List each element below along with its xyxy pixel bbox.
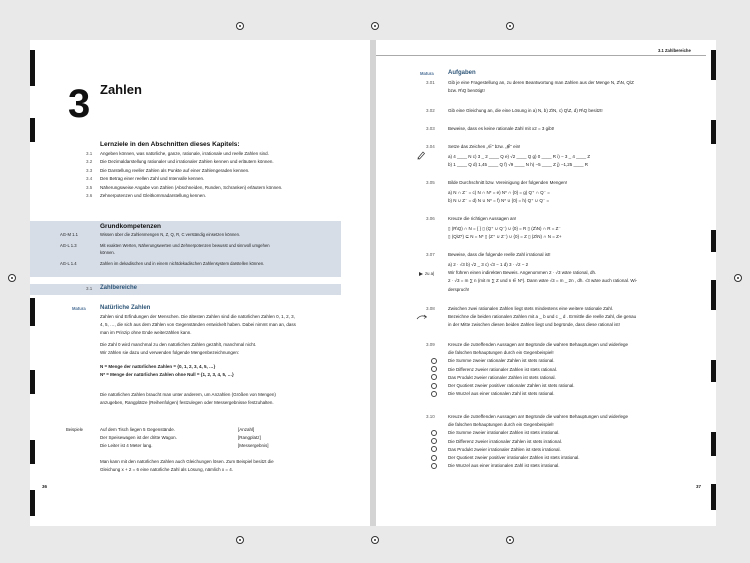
thumb-tab [30, 440, 35, 464]
answer-checkbox[interactable] [431, 438, 437, 444]
task-text: Der Quotient zweier positiver irrationaler Zahlen ist stets irrational. [448, 455, 580, 460]
task-text: Wir führen einen indirekten Beweis. Angenommen 2 · √3 wäre rational, dh. [448, 270, 597, 276]
paragraph-line: Zahlen sind Erfindungen der Menschen. Die ältesten Zahlen sind die natürlichen Zahlen 0, 1, 2, 3, [100, 314, 295, 319]
matura-label: Matura [420, 71, 434, 76]
answer-checkbox[interactable] [431, 430, 437, 436]
beispiel-text: Die Leiter ist 4 Meter lang. [100, 443, 153, 448]
paragraph-line: anzugeben, Rangplätze (Reihenfolgen) festzulegen oder Messergebnisse festzuhalten. [100, 400, 274, 405]
answer-checkbox[interactable] [431, 374, 437, 380]
registration-mark [371, 22, 379, 30]
task-text: derspruch! [448, 286, 470, 292]
task-text: Setze das Zeichen „∈“ bzw. „∉“ ein! [448, 144, 521, 149]
task-text: Der Quotient zweier positiver rationaler Zahlen ist stets rational. [448, 383, 575, 388]
task-text: Kreuze die zutreffenden Aussagen an! Begründe die wahren Behauptungen und widerlege [448, 342, 629, 347]
paragraph-line: Gleichung x + 2 = 6 eine natürliche Zahl als Lösung, nämlich x = 4. [100, 467, 233, 472]
aufgaben-title: Aufgaben [448, 70, 476, 76]
task-text: Bilde Durchschnitt bzw. Vereinigung der folgenden Mengen! [448, 180, 568, 185]
section-title: Zahlbereiche [100, 285, 138, 291]
chapter-title: Zahlen [100, 82, 142, 97]
hint-label: zu a) [425, 271, 435, 276]
thumb-tab [711, 432, 716, 456]
answer-checkbox[interactable] [431, 455, 437, 461]
grund-text: Zahlen im dekadischen und in einem nichtdekadischen Zahlensystem darstellen können. [100, 261, 265, 266]
running-head: 3.1 Zahlbereiche [658, 48, 691, 53]
task-number: 3.03 [426, 126, 435, 131]
registration-mark [8, 274, 16, 282]
beispiel-text: Auf dem Tisch liegen 5 Gegenstände. [100, 427, 176, 432]
pencil-icon [416, 150, 426, 160]
task-text: die falschen Behauptungen durch ein Gegenbeispiel! [448, 350, 554, 356]
task-number: 3.06 [426, 216, 435, 221]
chapter-number: 3 [68, 82, 91, 126]
lernziel-number: 3.5 [86, 184, 93, 190]
lernziel-number: 3.4 [86, 176, 93, 182]
matura-label: Matura [72, 306, 86, 311]
task-text: Gib je eine Fragestellung an, zu deren Beantwortung man Zahlen aus der Menge N, Z\N, Q\Z [448, 80, 634, 85]
task-text: Kreuze die richtigen Aussagen an! [448, 216, 517, 221]
paragraph-line: Die natürlichen Zahlen braucht man unter anderem, um Anzahlen (Größen von Mengen) [100, 392, 276, 397]
thumb-tab [711, 230, 716, 252]
grundkompetenzen-box [30, 221, 341, 277]
task-number: 3.04 [426, 144, 435, 149]
section-number: 3.1 [86, 286, 93, 291]
beispiel-tag: [Anzahl] [238, 427, 255, 432]
task-number: 3.08 [426, 306, 435, 311]
task-text: ▯ (R\Q) ∩ N = { } ▯ (Q⁺ ∪ Q⁻) ∪ {0} = R ▯ (Z\N) ∩ R = Z⁻ [448, 225, 561, 231]
task-text: b) 1 ____ Q d) 1,45 ____ Q f) √9 ____ N h) −5 ____ Z j) −1,25 ____ R [448, 161, 589, 167]
task-text: Beweise, dass die folgende reelle Zahl irrational ist! [448, 252, 551, 257]
task-number: 3.10 [426, 414, 435, 419]
grund-code: AG-L 1.4 [60, 261, 77, 266]
grundkompetenzen-title: Grundkompetenzen [100, 223, 162, 230]
beispiel-tag: [Messergebnis] [238, 443, 269, 448]
beispiel-tag: [Rangplatz] [238, 435, 261, 440]
lernziel-text: Zehnerpotenzen und Gleitkommadarstellung kennen. [100, 193, 207, 198]
answer-checkbox[interactable] [431, 463, 437, 469]
left-page [30, 40, 370, 526]
registration-mark [236, 536, 244, 544]
task-text: Die Summe zweier rationaler Zahlen ist stets rational. [448, 358, 555, 364]
lernziel-text: Näherungsweise Angabe von Zahlen (Abschneiden, Runden, Schranken) erläutern können. [100, 184, 283, 190]
thumb-tab [711, 360, 716, 382]
page-number-right: 37 [696, 484, 702, 489]
section-bar [30, 284, 341, 295]
lernziel-number: 3.1 [86, 151, 93, 156]
task-number: 3.09 [426, 342, 435, 347]
answer-checkbox[interactable] [431, 446, 437, 452]
task-text: Die Summe zweier irrationaler Zahlen ist stets irrational. [448, 430, 560, 436]
task-text: a) 4 ____ N c) 3 _ 2 ____ Q e) √2 ____ Q g) 0 ____ R i) − 3 _ 4 ____ Z [448, 153, 591, 159]
grund-text: Mit exakten Werten, Näherungswerten und Zehnerpotenzen bewusst und sinnvoll umgehen [100, 243, 270, 248]
lernziel-number: 3.6 [86, 193, 93, 198]
set-definition-n: N = Menge der natürlichen Zahlen = {0, 1, 2, 3, 4, 5, …} [100, 364, 216, 369]
thumb-tab [30, 50, 35, 86]
beispiel-text: Der Speisewagen ist der dritte Wagon. [100, 435, 177, 440]
beispiele-label: Beispiele [66, 427, 83, 432]
paragraph-line: man im Prinzip ohne Ende weiterzählen kann. [100, 330, 192, 335]
lernziele-title: Lernziele in den Abschnitten dieses Kapitels: [100, 141, 240, 148]
task-text: Beweise, dass es keine rationale Zahl mit x2 = 3 gibt! [448, 126, 555, 131]
task-text: die falschen Behauptungen durch ein Gegenbeispiel! [448, 422, 554, 428]
lernziel-text: Den Betrag einer reellen Zahl und Intervalle kennen. [100, 176, 205, 182]
task-text: b) N ∪ Z⁻ = d) N ∪ N* = f) N* ∪ {0} = h) Q⁺ ∪ Q⁻ = [448, 197, 550, 203]
grund-code: AG-M 1.1 [60, 232, 78, 237]
grund-text: können. [100, 250, 115, 255]
registration-mark [506, 22, 514, 30]
task-number: 3.07 [426, 252, 435, 257]
right-page [376, 40, 716, 526]
arrow-icon [416, 313, 428, 321]
answer-checkbox[interactable] [431, 391, 437, 397]
task-text: Das Produkt zweier rationaler Zahlen ist stets rational. [448, 374, 556, 380]
task-text: bzw. R\Q benötigt! [448, 88, 485, 94]
paragraph-line: Man kann mit den natürlichen Zahlen auch Gleichungen lösen. Zum Beispiel besitzt die [100, 459, 274, 464]
lernziel-text: Die Darstellung reeller Zahlen als Punkte auf einer Zahlengeraden kennen. [100, 167, 250, 173]
thumb-tab [30, 298, 35, 326]
set-definition-n-star: N* = Menge der natürlichen Zahlen ohne Null = {1, 2, 3, 4, 5, …} [100, 372, 234, 377]
thumb-tab [30, 370, 35, 394]
registration-mark [734, 274, 742, 282]
answer-checkbox[interactable] [431, 383, 437, 389]
lernziel-text: Angeben können, was natürliche, ganze, rationale, irrationale und reelle Zahlen sind. [100, 151, 269, 156]
paragraph-line: Wir zählen sie dazu und verwenden folgende Mengenbezeichnungen: [100, 350, 240, 355]
lernziel-text: Die Dezimaldarstellung rationaler und irrationaler Zahlen kennen und erläutern können. [100, 159, 274, 165]
thumb-tab [711, 484, 716, 510]
grund-text: Wissen über die Zahlenmengen N, Z, Q, R, C verständig einsetzen können. [100, 232, 241, 237]
task-text: 2 · √3 = m ∑ n (mit m ∑ Z und n ∈ N*). Dann wäre √3 = m _ 2n , dh. √3 wäre auch rational. Wi- [448, 278, 638, 284]
task-text: in der Mitte zwischen diesen beiden Zahlen liegt und begründe, dass diese rational ist! [448, 322, 620, 328]
thumb-tab [30, 490, 35, 516]
task-text: Kreuze die zutreffenden Aussagen an! Begründe die wahren Behauptungen und widerlege [448, 414, 629, 419]
page-number-left: 36 [42, 484, 48, 489]
hint-icon [418, 271, 424, 277]
task-text: a) N ∩ Z⁻ = c) N ∩ N* = e) N* ∩ {0} = g) Q⁺ ∩ Q⁻ = [448, 189, 550, 195]
grund-code: AG-L 1.3 [60, 243, 77, 248]
task-text: Die Differenz zweier rationaler Zahlen ist stets rational. [448, 366, 557, 372]
task-number: 3.05 [426, 180, 435, 185]
paragraph-line: 4, 5, …, die sich aus dem Zählen von Gegenständen entwickelt haben. Dabei nimmt man an, dass [100, 322, 296, 327]
answer-checkbox[interactable] [431, 366, 437, 372]
task-text: Bezeichne die beiden rationalen Zahlen mit a _ b und c _ d . Ermittle die reelle Zahl, die genau [448, 314, 637, 320]
registration-mark [506, 536, 514, 544]
thumb-tab [711, 50, 716, 80]
thumb-tab [30, 118, 35, 142]
registration-mark [236, 22, 244, 30]
thumb-tab [711, 280, 716, 310]
task-text: Zwischen zwei rationalen Zahlen liegt stets mindestens eine weitere rationale Zahl. [448, 306, 614, 311]
lernziel-number: 3.2 [86, 159, 93, 165]
task-number: 3.01 [426, 80, 435, 85]
task-text: ▯ (Q\Z*) ⊆ N = N* ▯ (Z⁺ ∪ Z⁻) ∪ {0} = Z ▯ (Z\N) ∩ N = Z+ [448, 233, 562, 239]
task-text: Gib eine Gleichung an, die eine Lösung in a) N, b) Z\N, c) Q\Z, d) R\Q besitzt! [448, 108, 603, 113]
task-text: Die Differenz zweier irrationaler Zahlen ist stets irrational. [448, 438, 562, 444]
task-text: Die Wurzel aus einer irrationalen Zahl ist stets irrational. [448, 463, 560, 469]
task-text: Das Produkt zweier irrationaler Zahlen ist stets irrational. [448, 446, 561, 452]
answer-checkbox[interactable] [431, 358, 437, 364]
registration-mark [371, 536, 379, 544]
lernziel-number: 3.3 [86, 167, 93, 173]
task-number: 3.02 [426, 108, 435, 113]
paragraph-line: Die Zahl 0 wird manchmal zu den natürlichen Zahlen gezählt, manchmal nicht. [100, 342, 257, 347]
task-text: a) 2 · √3 b) √2 _ 3 c) √3 − 1 d) 3 · √2 − 2 [448, 261, 529, 267]
thumb-tab [711, 120, 716, 144]
subsection-title: Natürliche Zahlen [100, 305, 151, 311]
task-text: Die Wurzel aus einer rationalen Zahl ist stets rational. [448, 391, 555, 397]
